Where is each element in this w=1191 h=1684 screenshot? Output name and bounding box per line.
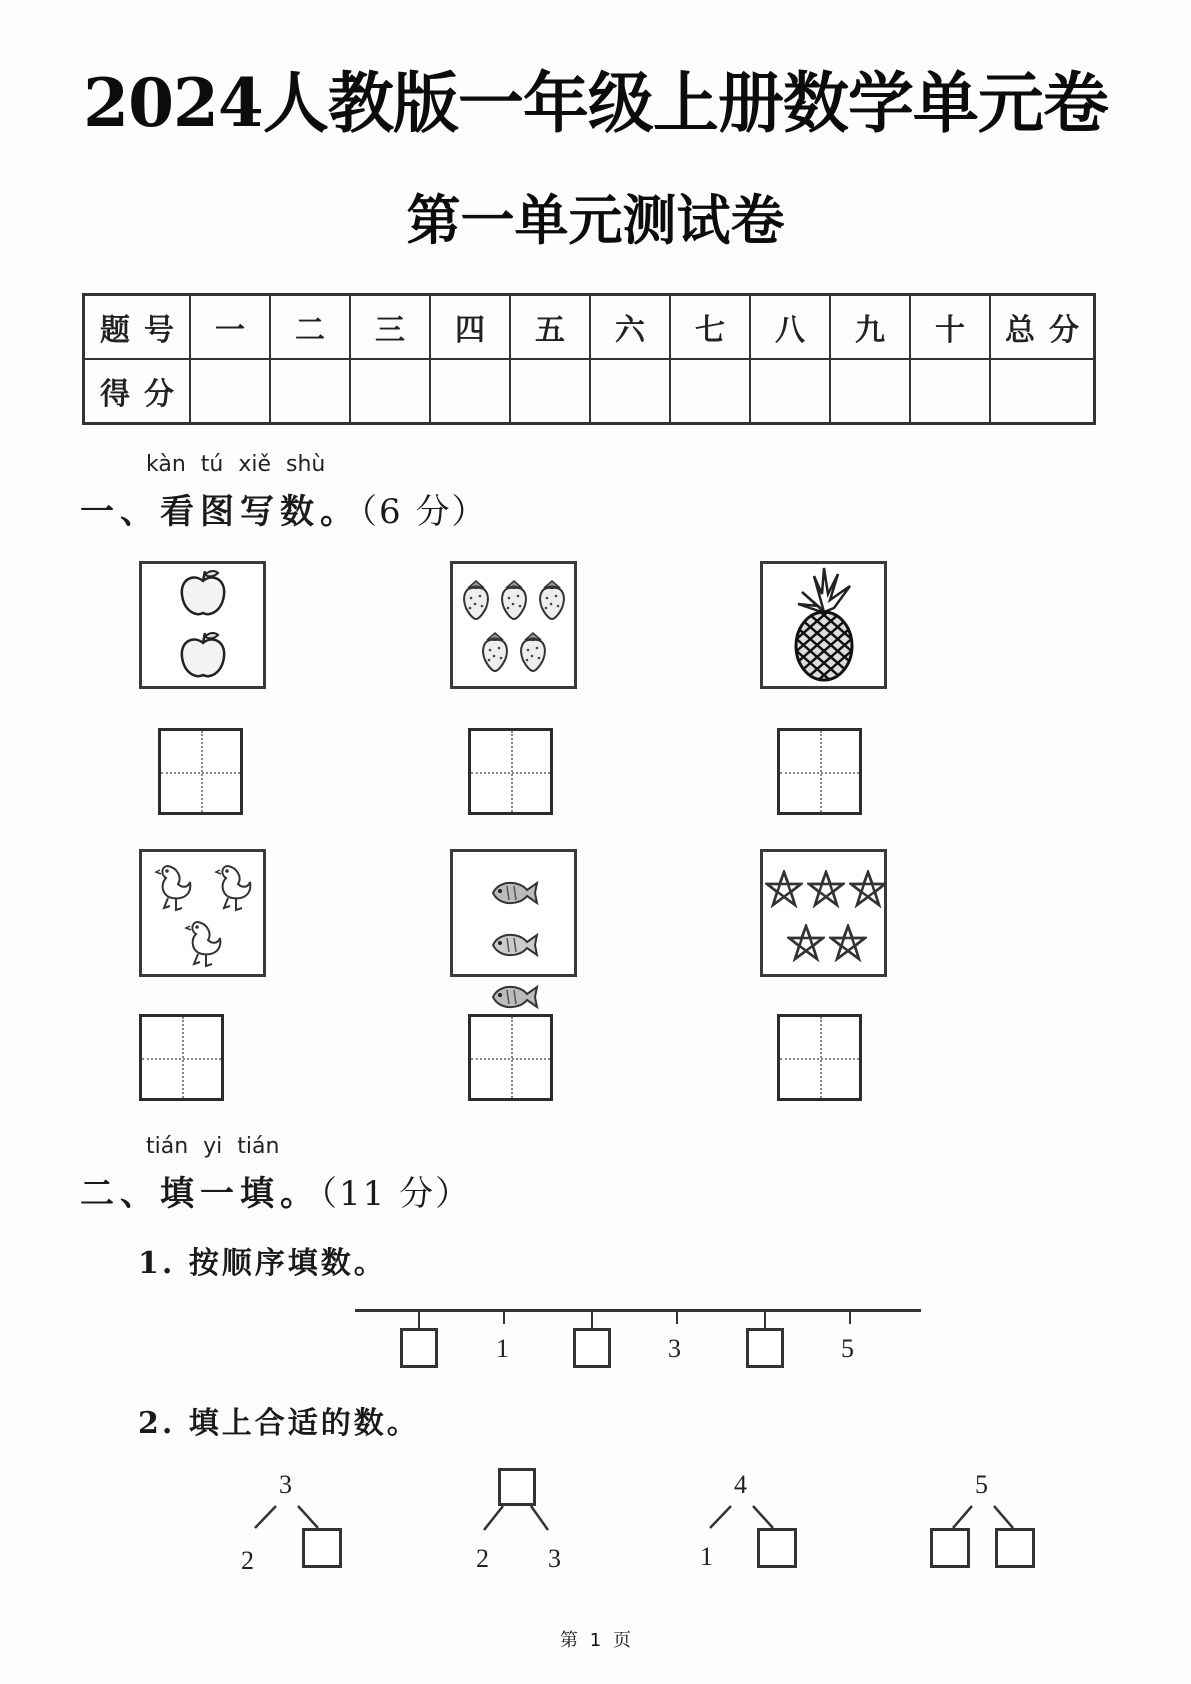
score-cell-5[interactable]	[510, 359, 590, 424]
score-cell-9[interactable]	[830, 359, 910, 424]
strawberry-icon	[536, 578, 568, 620]
section1-title: 看图写数。	[160, 492, 360, 532]
picture-box-pineapple	[760, 561, 887, 689]
answer-box-strawberries[interactable]	[468, 728, 553, 815]
score-cell-8[interactable]	[750, 359, 830, 424]
section2-number: 二、	[80, 1174, 160, 1214]
strawberry-icon	[460, 578, 492, 620]
score-table-header-row	[84, 295, 1095, 360]
number-bond-4	[925, 1470, 1045, 1580]
tick-4	[676, 1310, 678, 1324]
bond-4-top: 5	[975, 1470, 988, 1499]
bond-3-right-blank[interactable]	[757, 1528, 797, 1568]
column-header-9: 九	[830, 295, 910, 360]
score-cell-4[interactable]	[430, 359, 510, 424]
score-table-score-row	[84, 359, 1095, 424]
tick-6	[849, 1310, 851, 1324]
column-header-5: 五	[510, 295, 590, 360]
score-cell-3[interactable]	[350, 359, 430, 424]
column-header-10: 十	[910, 295, 990, 360]
tick-2	[503, 1310, 505, 1324]
bond-1-left: 2	[241, 1546, 254, 1575]
number-line-axis	[355, 1309, 921, 1312]
strawberry-icon	[479, 630, 511, 672]
column-header-7: 七	[670, 295, 750, 360]
answer-box-ducks[interactable]	[139, 1014, 224, 1101]
number-bond-1	[235, 1470, 355, 1580]
star-icon	[807, 870, 845, 908]
number-line-blank-1[interactable]	[400, 1328, 438, 1368]
row-label-question-number: 题号	[84, 295, 191, 360]
column-header-2: 二	[270, 295, 350, 360]
star-icon	[849, 870, 887, 908]
question-2-1-label: 1. 按顺序填数。	[138, 1246, 387, 1281]
tick-5	[764, 1310, 766, 1328]
duck-icon	[184, 916, 226, 970]
number-line-value-3: 3	[668, 1334, 681, 1363]
answer-box-apples[interactable]	[158, 728, 243, 815]
bond-4-left-blank[interactable]	[930, 1528, 970, 1568]
section1-score: （6 分）	[360, 492, 488, 532]
section1-pinyin: kàn tú xiě shù	[146, 452, 326, 477]
score-cell-2[interactable]	[270, 359, 350, 424]
section1-number: 一、	[80, 492, 160, 532]
fish-icon	[489, 878, 539, 908]
number-line-blank-3[interactable]	[746, 1328, 784, 1368]
column-header-3: 三	[350, 295, 430, 360]
document-title: 2024人教版一年级上册数学单元卷	[83, 64, 1108, 142]
picture-box-apples	[139, 561, 266, 689]
apple-icon	[176, 629, 230, 683]
star-icon	[829, 924, 867, 962]
apple-icon	[176, 567, 230, 621]
picture-box-strawberries	[450, 561, 577, 689]
section2-score: （11 分）	[320, 1174, 472, 1214]
number-line-value-1: 1	[496, 1334, 509, 1363]
number-line-blank-2[interactable]	[573, 1328, 611, 1368]
section2-pinyin: tián yi tián	[146, 1134, 280, 1159]
section2-heading	[80, 1166, 471, 1215]
strawberry-icon	[517, 630, 549, 672]
row-label-score: 得分	[84, 359, 191, 424]
column-header-6: 六	[590, 295, 670, 360]
bond-1-right-blank[interactable]	[302, 1528, 342, 1568]
bond-4-right-blank[interactable]	[995, 1528, 1035, 1568]
strawberry-icon	[498, 578, 530, 620]
bond-3-left: 1	[700, 1542, 713, 1571]
score-table	[82, 293, 1096, 425]
fish-icon	[489, 982, 539, 1012]
tick-3	[591, 1310, 593, 1328]
star-icon	[765, 870, 803, 908]
bond-2-left: 2	[476, 1544, 489, 1573]
number-bond-3	[690, 1470, 810, 1580]
bond-1-top: 3	[279, 1470, 292, 1499]
document-subtitle: 第一单元测试卷	[406, 188, 785, 252]
number-bond-2	[470, 1468, 590, 1580]
bond-2-right: 3	[548, 1544, 561, 1573]
score-cell-7[interactable]	[670, 359, 750, 424]
duck-icon	[214, 860, 256, 914]
page-number: 第 1 页	[560, 1630, 631, 1651]
number-line	[355, 1300, 921, 1370]
picture-box-stars	[760, 849, 887, 977]
answer-box-pineapple[interactable]	[777, 728, 862, 815]
section2-title: 填一填。	[160, 1174, 320, 1214]
bond-3-top: 4	[734, 1470, 747, 1499]
star-icon	[787, 924, 825, 962]
column-header-4: 四	[430, 295, 510, 360]
number-line-value-5: 5	[841, 1334, 854, 1363]
score-cell-10[interactable]	[910, 359, 990, 424]
tick-1	[418, 1310, 420, 1328]
question-2-2-label: 2. 填上合适的数。	[138, 1406, 420, 1441]
score-cell-1[interactable]	[190, 359, 270, 424]
column-header-8: 八	[750, 295, 830, 360]
picture-box-ducks	[139, 849, 266, 977]
duck-icon	[154, 860, 196, 914]
pineapple-icon	[784, 566, 864, 684]
column-header-1: 一	[190, 295, 270, 360]
score-cell-6[interactable]	[590, 359, 670, 424]
answer-box-stars[interactable]	[777, 1014, 862, 1101]
answer-box-fish[interactable]	[468, 1014, 553, 1101]
picture-box-fish	[450, 849, 577, 977]
section1-heading	[80, 484, 487, 533]
fish-icon	[489, 930, 539, 960]
column-header-total: 总分	[990, 295, 1095, 360]
score-cell-total[interactable]	[990, 359, 1095, 424]
